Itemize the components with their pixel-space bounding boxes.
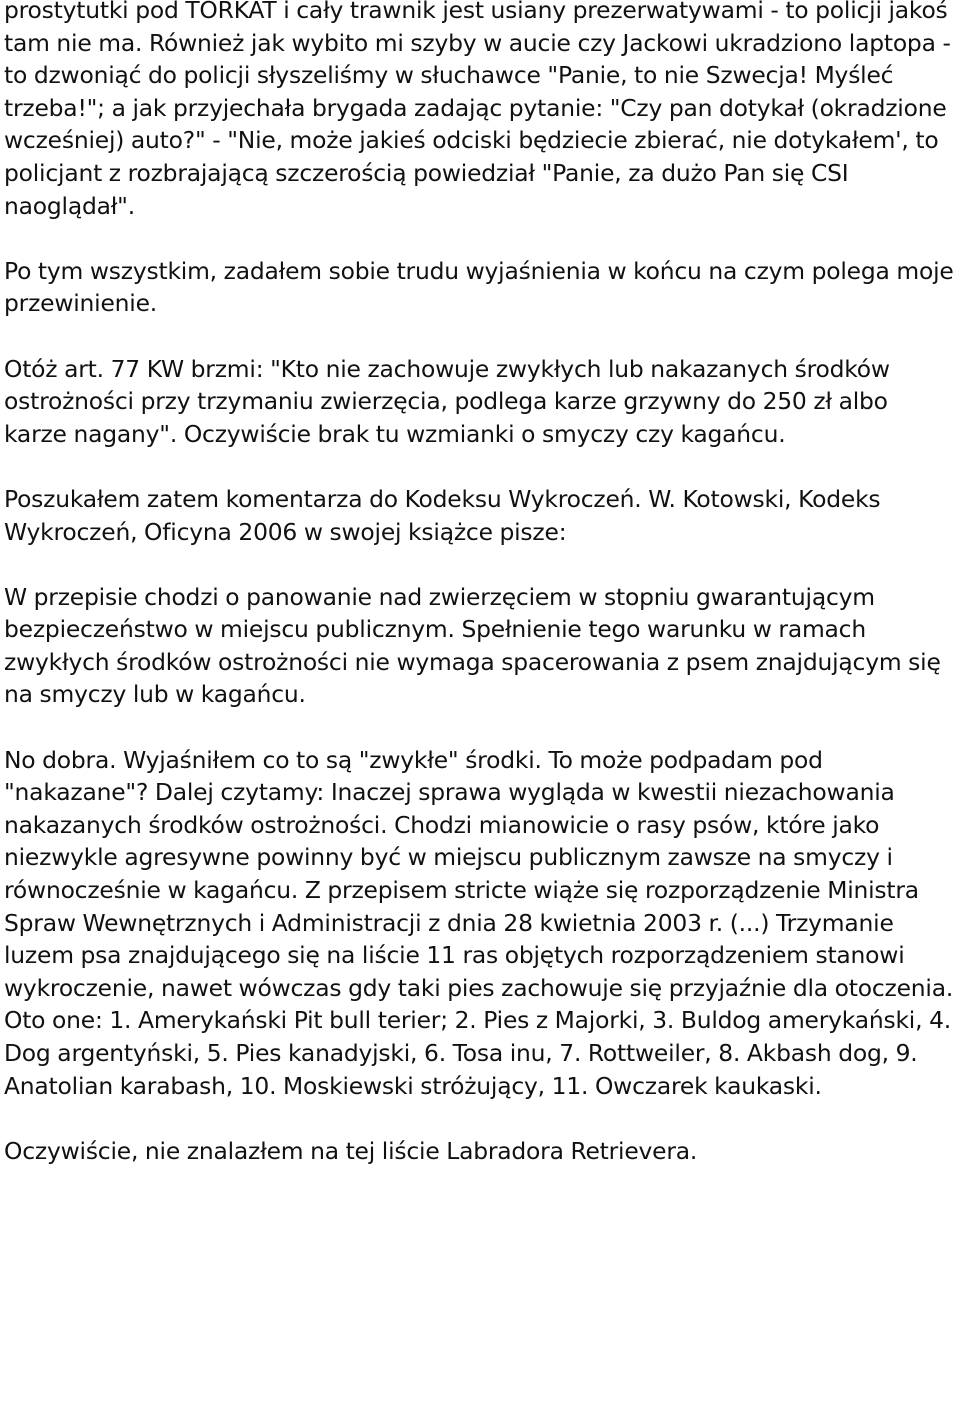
paragraph-commentary-source: Poszukałem zatem komentarza do Kodeksu Wykroczeń. W. Kotowski, Kodeks Wykroczeń, Oficyna 2006 w swojej książce pisze: bbox=[4, 484, 881, 546]
paragraph-explanation: Po tym wszystkim, zadałem sobie trudu wyjaśnienia w końcu na czym polega moje przewinienie. bbox=[4, 256, 954, 318]
paragraph-dangerous-breeds: No dobra. Wyjaśniłem co to są "zwykłe" środki. To może podpadam pod "nakazane"? Dalej czytamy: Inaczej sprawa wygląda w kwestii niezachowania nakazanych środków ostrożności. Chodzi mianowicie o rasy psów, które jako niezwykle agresywne powinny być w miejscu publicznym zawsze na smyczy i równocześnie w kagańcu. Z przepisem stricte wiąże się rozporządzenie Ministra Spraw Wewnętrznych i Administracji z dnia 28 kwietnia 2003 r. (...) Trzymanie luzem psa znajdującego się na liście 11 ras objętych rozporządzeniem stanowi wykroczenie, nawet wówczas gdy taki pies zachowuje się przyjaźnie dla otoczenia. Oto one: 1. Amerykański Pit bull terier; 2. Pies z Majorki, 3. Buldog amerykański, 4. Dog argentyński, 5. Pies kanadyjski, 6. Tosa inu, 7. Rottweiler, 8. Akbash dog, 9. Anatolian karabash, 10. Moskiewski stróżujący, 11. Owczarek kaukaski. bbox=[4, 745, 954, 1100]
paragraph-commentary-quote: W przepisie chodzi o panowanie nad zwierzęciem w stopniu gwarantującym bezpieczeństwo w miejscu publicznym. Spełnienie tego warunku w ramach zwykłych środków ostrożności nie wymaga spacerowania z psem znajdującym się na smyczy lub w kagańcu. bbox=[4, 582, 941, 709]
paragraph-conclusion: Oczywiście, nie znalazłem na tej liście Labradora Retrievera. bbox=[4, 1136, 698, 1165]
paragraph-police-story: prostytutki pod TORKAT i cały trawnik jest usiany prezerwatywami - to policji jakoś tam nie ma. Również jak wybito mi szyby w aucie czy Jackowi ukradziono laptopa - to dzwoniąć do policji słyszeliśmy w słuchawce "Panie, to nie Szwecja! Myśleć trzeba!"; a jak przyjechała brygada zadając pytanie: "Czy pan dotykał (okradzione wcześniej) auto?" - "Nie, może jakieś odciski będziecie zbierać, nie dotykałem', to policjant z rozbrajającą szczerością powiedział "Panie, za dużo Pan się CSI naoglądał". bbox=[4, 0, 951, 220]
document-page bbox=[4, 0, 956, 1167]
paragraph-article-77: Otóż art. 77 KW brzmi: "Kto nie zachowuje zwykłych lub nakazanych środków ostrożności przy trzymaniu zwierzęcia, podlega karze grzywny do 250 zł albo karze nagany". Oczywiście brak tu wzmianki o smyczy czy kagańcu. bbox=[4, 354, 890, 448]
